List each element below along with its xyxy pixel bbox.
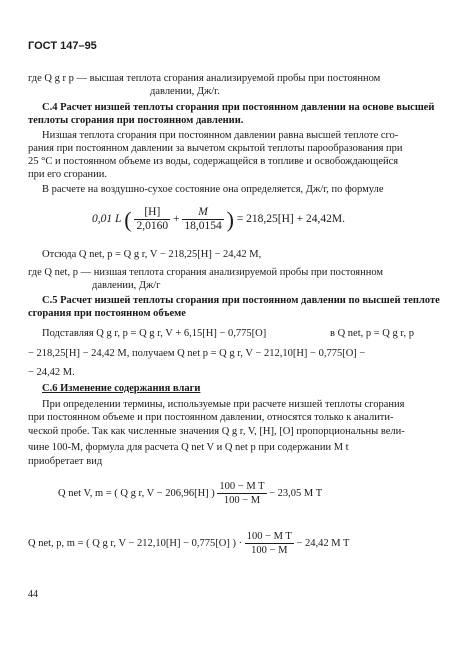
section-title-c5: С.5 Расчет низшей теплоты сгорания при постоянном давлении по высшей теплоте <box>42 295 440 306</box>
section-title-c4: С.4 Расчет низшей теплоты сгорания при постоянном давлении на основе высшей <box>42 102 435 113</box>
section-title-c5-cont: сгорания при постоянном объеме <box>28 308 186 319</box>
section-title-c6: С.6 Изменение содержания влаги <box>42 383 201 394</box>
text-line: в Q net, p = Q g r, p <box>330 328 414 339</box>
formula-1-left: 0,01 L <box>92 213 122 226</box>
formula-2: Отсюда Q net, p = Q g r, V − 218,25[H] − 24,42 M, <box>42 249 262 260</box>
text-line: где Q net, p — низшая теплота сгорания анализируемой пробы при постоянном <box>28 267 384 278</box>
text-line: при постоянном объеме и при постоянном давлении, относятся только к аналити- <box>28 412 394 423</box>
formula-4-left: Q net, p, m = ( Q g r, V − 212,10[H] − 0,775[O] ) · <box>28 537 243 549</box>
text-line: В расчете на воздушно-сухое состояние она определяется, Дж/г, по формуле <box>42 184 384 195</box>
formula-4 <box>28 530 349 557</box>
text-line: ческой пробе. Так как численные значения Q g r, V, [H], [O] пропорциональны вели- <box>28 426 405 437</box>
text-line: при его сгорании. <box>28 169 108 180</box>
text-line: При определении термины, используемые при расчете низшей теплоты сгорания <box>42 399 405 410</box>
formula-1-right: = 218,25[H] + 24,42M. <box>236 213 345 226</box>
standard-header: ГОСТ 147–95 <box>28 40 97 52</box>
formula-4-right: − 24,42 M T <box>296 537 350 549</box>
text-line: рания при постоянном давлении за вычетом скрытой теплоты парообразования при <box>28 143 403 154</box>
text-line: − 218,25[H] − 24,42 M, получаем Q net p = Q g r, V − 212,10[H] − 0,775[O] − <box>28 348 366 359</box>
formula-1-frac-2: $\frac{M}{18,0154}$ <box>184 206 222 232</box>
formula-4-frac: $\frac{\text{100 − M T}}{100 - M}$ <box>246 531 292 556</box>
paren-close: ) <box>226 207 234 232</box>
text-line: чине 100-M, формула для расчета Q net V и Q net p при содержании M t <box>28 442 349 453</box>
text-line: 25 °С и постоянном объеме из воды, содержащейся в топливе и освобождающейся <box>28 156 399 167</box>
text-line: давлении, Дж/г <box>92 280 161 291</box>
text-line: Низшая теплота сгорания при постоянном давлении равна высшей теплоте сго- <box>42 130 399 141</box>
text-line: где Q g r p — высшая теплота сгорания анализируемой пробы при постоянном <box>28 73 381 84</box>
text-line: − 24,42 M. <box>28 367 75 378</box>
formula-3-left: Q net V, m = ( Q g r, V − 206,96[H] ) <box>58 487 215 499</box>
text-line: Подставляя Q g r, p = Q g r, V + 6,15[H] − 0,775[O] <box>42 328 267 339</box>
section-title-c4-cont: теплоты сгорания при постоянном давлении. <box>28 115 244 126</box>
formula-3-frac: $\frac{\text{100 − M T}}{100 - M}$ <box>219 481 265 506</box>
text-line: приобретает вид <box>28 456 103 467</box>
text-line: давлении, Дж/г. <box>150 86 220 97</box>
formula-3 <box>58 480 322 507</box>
page-number: 44 <box>28 589 38 600</box>
formula-1: 0,01 L ( $\frac{[H]}{2,0160}$ + $\frac{M}{18,0154}$ ) = 218,25[H] + 24,42M. <box>92 206 345 232</box>
formula-1-frac-1: $\frac{[H]}{2,0160}$ <box>136 206 169 232</box>
paren-open: ( <box>124 207 132 232</box>
formula-3-right: − 23,05 M T <box>269 487 323 499</box>
